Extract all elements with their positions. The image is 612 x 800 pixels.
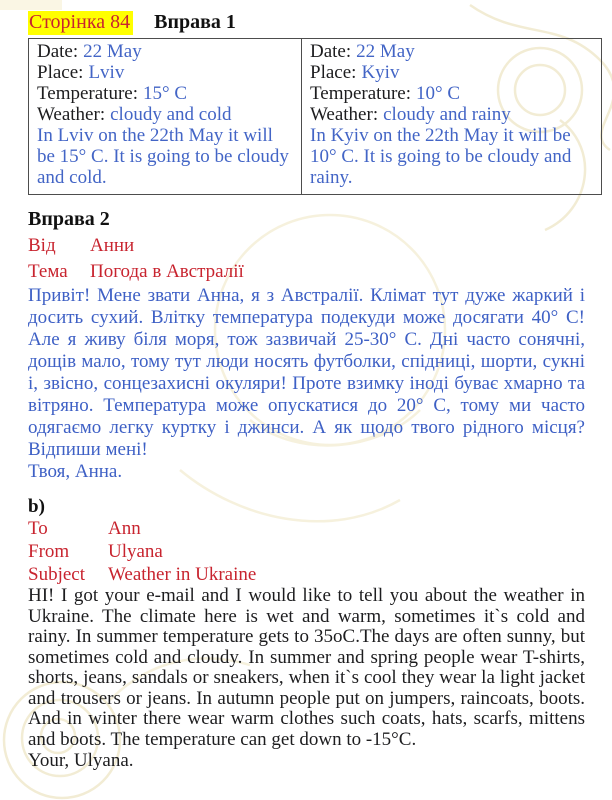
place-field [310,62,593,83]
header-value: Анни [90,235,135,256]
header-value: Ann [108,518,141,539]
table-row [29,39,602,195]
exercise1-title: Вправа 1 [154,11,236,33]
field-label: Weather: [37,104,106,125]
field-label: Date: [310,41,352,62]
field-value: 15° C [143,83,188,104]
page-number-label: Сторінка 84 [28,11,133,35]
email-header-from [28,233,587,259]
email-en-signature: Your, Ulyana. [28,750,134,771]
field-label: Date: [37,41,79,62]
date-field [310,41,593,62]
header-label: Від [28,235,56,256]
field-value: Lviv [88,62,125,83]
email-en-headers [28,517,587,586]
field-value: 10° C [416,83,461,104]
weather-card-lviv [29,39,302,195]
weather-field [37,104,293,125]
header-label: To [28,518,48,539]
field-label: Place: [37,62,84,83]
email-header-subject [28,259,587,285]
header-value: Ulyana [108,541,163,562]
field-value: cloudy and rainy [383,104,511,125]
email-ua-headers [28,233,587,285]
field-label: Place: [310,62,357,83]
weather-summary: In Kyiv on the 22th May it will be 10° C. It is going to be cloudy and rainy. [310,125,572,188]
date-field [37,41,293,62]
field-label: Temperature: [310,83,412,104]
weather-summary: In Lviv on the 22th May it will be 15° C. It is going to be cloudy and cold. [37,125,289,188]
header-label: Тема [28,261,68,282]
place-field [37,62,293,83]
header-value: Погода в Австралії [90,261,244,282]
weather-card-kyiv [302,39,602,195]
page-header [28,11,587,35]
part-b-label: b) [28,496,45,517]
field-label: Weather: [310,104,379,125]
weather-table [28,38,602,195]
field-value: cloudy and cold [110,104,232,125]
email-en-body: HI! I got your e-mail and I would like to tell you about the weather in Ukraine. The climate here is wet and warm, sometimes it`s cold and rainy. In summer temperature gets to 35oC.The days are often sunny, but sometimes cold and cloudy. In summer and spring people wear T-shirts, shorts, jeans, sandals or sneakers, when it`s cool they wear la light jacket and trousers or jeans. In autumn people put on jumpers, raincoats, boots. And in winter there wear warm clothes such coats, hats, scarfs, mittens and boots. The temperature can get down to -15°C. [28,585,585,750]
email-ua-signature: Твоя, Анна. [28,461,123,482]
email-header-from [28,540,587,563]
header-label: Subject [28,564,85,585]
field-value: 22 May [83,41,142,62]
field-value: Kyiv [361,62,400,83]
email-ua-body: Привіт! Мене звати Анна, я з Австралії. Клімат тут дуже жаркий і досить сухий. Влітку температура подекуди може досягати 40° С! Але я живу біля моря, тож зазвичай 25-30° С. Дні часто сонячні, дощів мало, тому тут люди носять футболки, спідниці, шорти, сукні і, звісно, сонцезахисні окуляри! Проте взимку іноді буває хмарно та вітряно. Температура може опускатися до 20° С, тому ми часто одягаємо легку куртку і джинси. А як щодо твого рідного місця? Відпиши мені! [28,285,585,460]
temperature-field [37,83,293,104]
temperature-field [310,83,593,104]
email-header-subject [28,563,587,586]
email-header-to [28,517,587,540]
header-value: Weather in Ukraine [108,564,257,585]
exercise2-title: Вправа 2 [28,208,110,230]
header-label: From [28,541,70,562]
weather-field [310,104,593,125]
field-value: 22 May [356,41,415,62]
field-label: Temperature: [37,83,139,104]
